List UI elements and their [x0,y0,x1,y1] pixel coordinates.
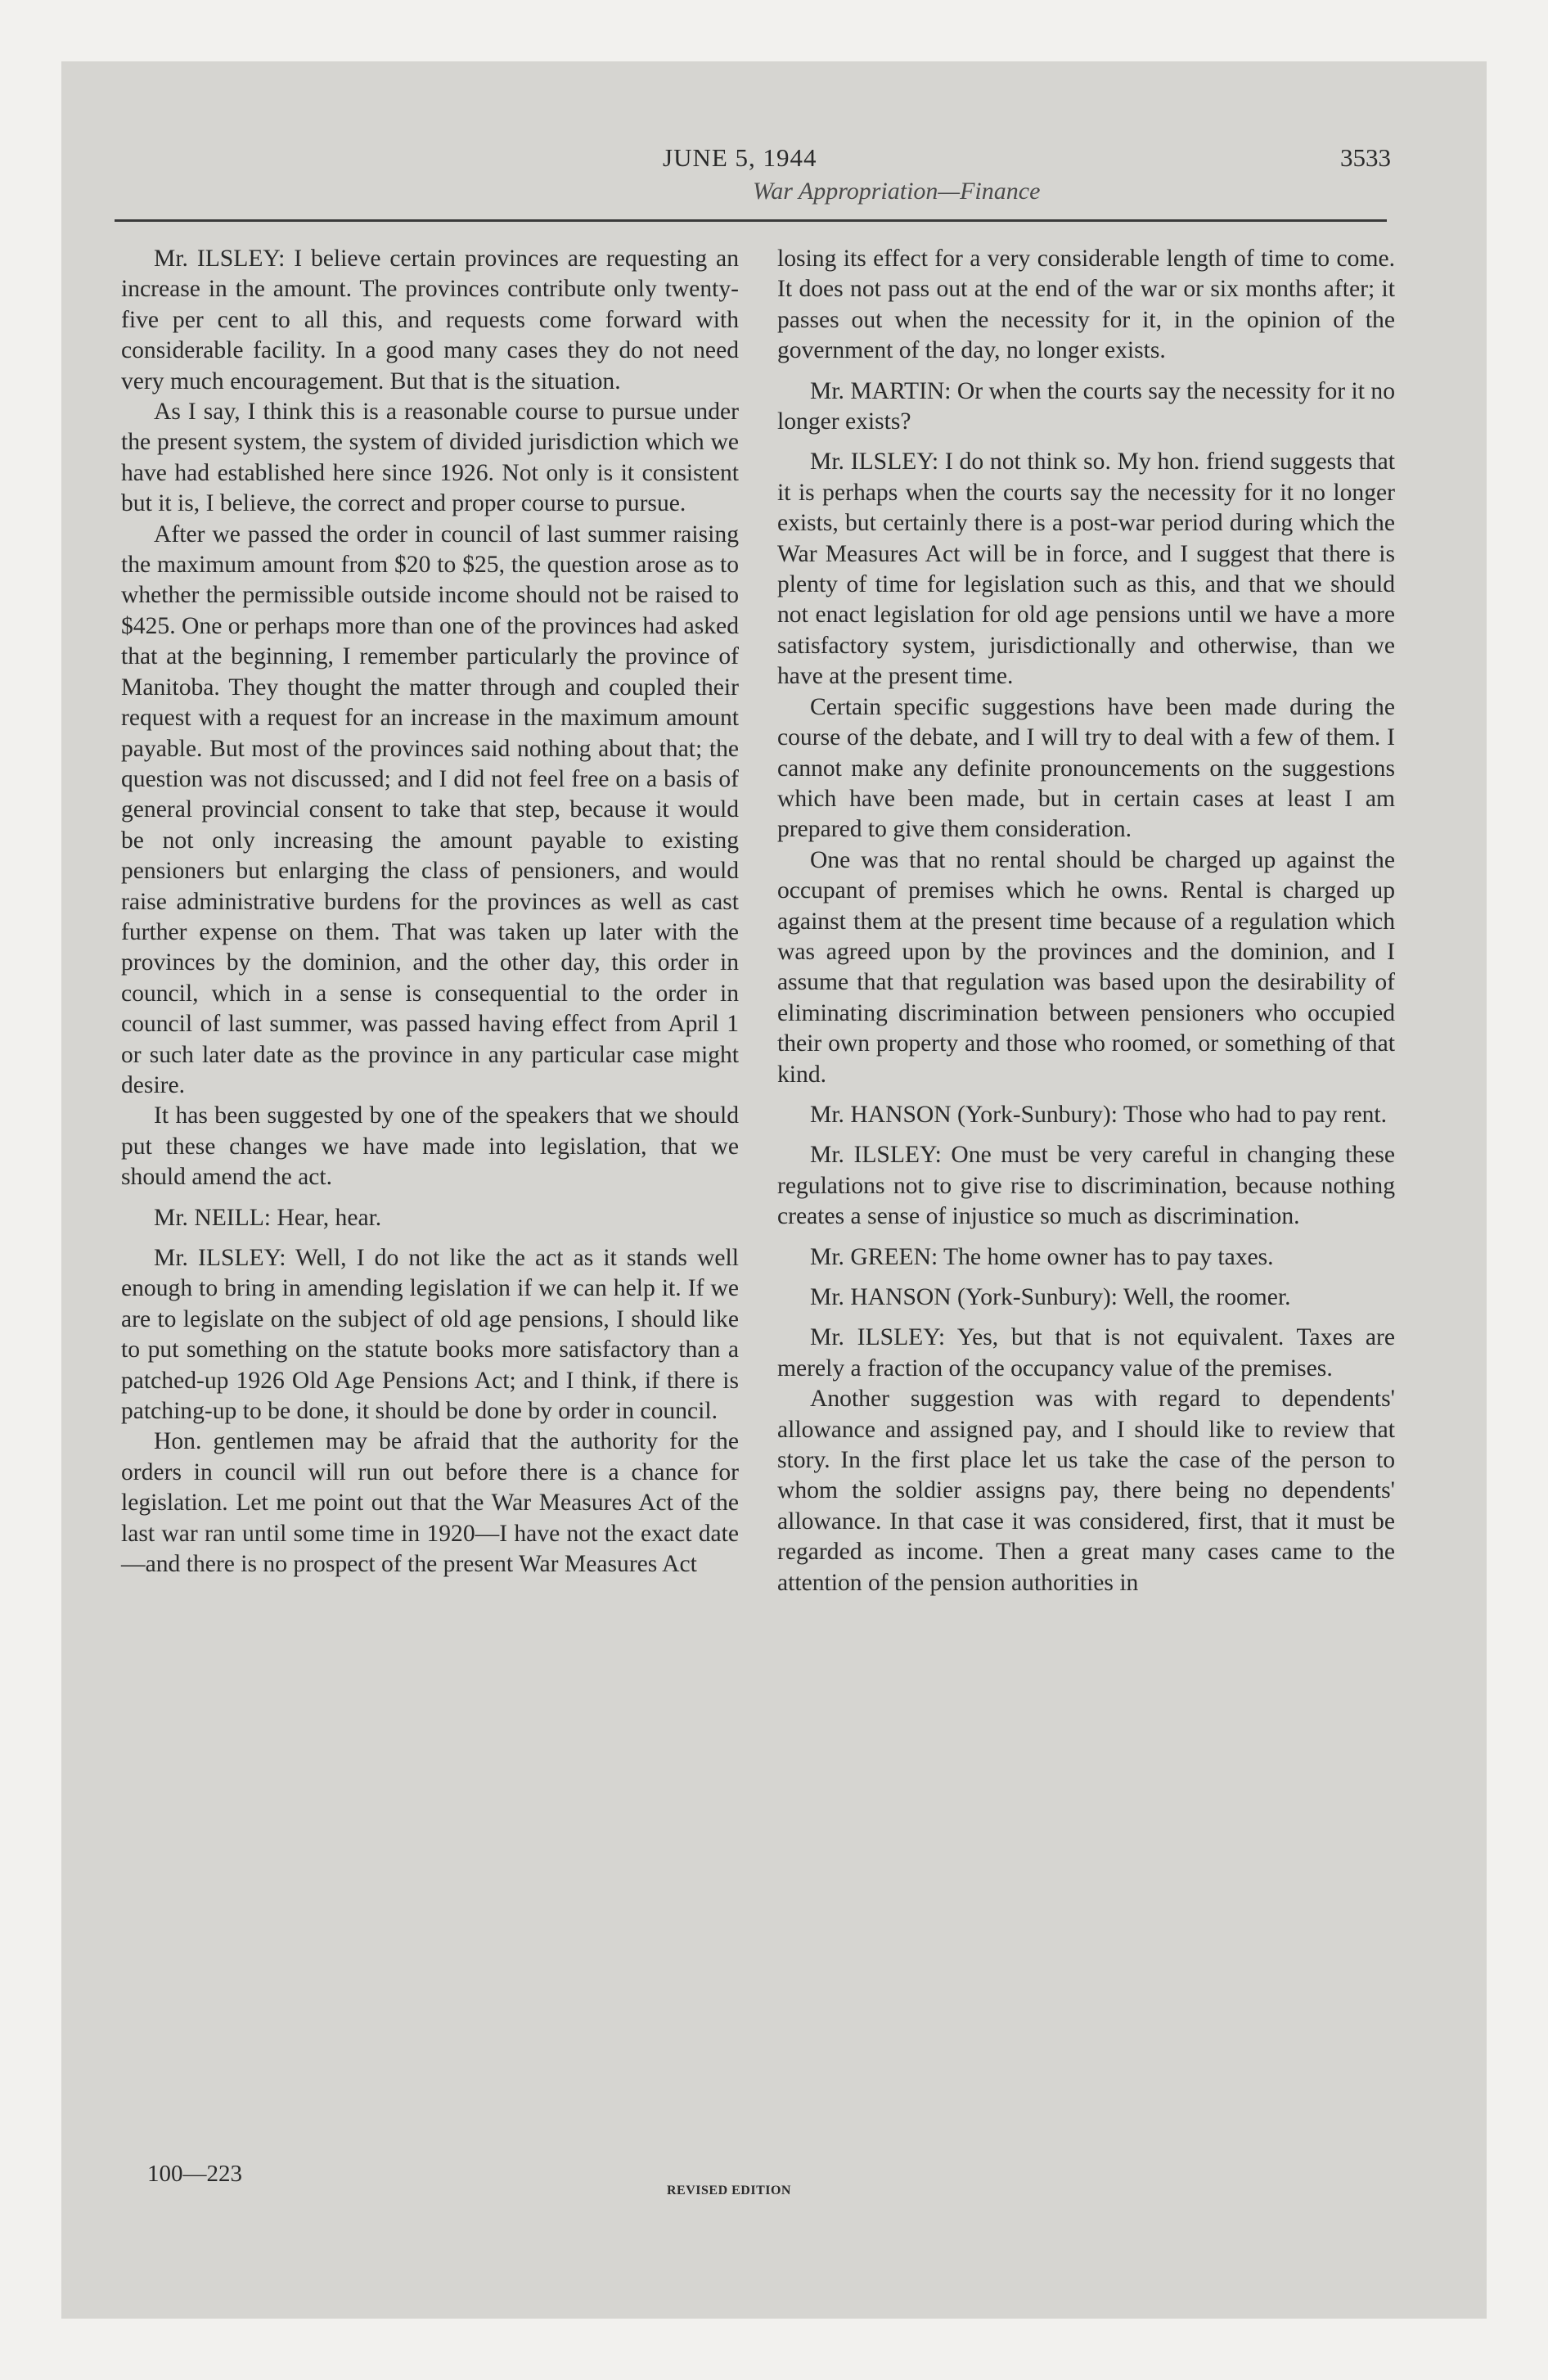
paragraph: Mr. GREEN: The home owner has to pay taxes. [810,1243,1274,1270]
header-title: War Appropriation—Finance [753,178,1041,205]
paragraph: Mr. HANSON (York-Sunbury): Well, the roomer. [810,1284,1291,1310]
paragraph: Mr. NEILL: Hear, hear. [154,1204,382,1231]
paragraph: One was that no rental should be charged up against the occupant of premises which he owns. Rental is charged up against them at the present time because of a regulation which was agreed upon by the provinces and the dominion, and I assume that that regulation was based upon the desirability of eliminating discrimination between pensioners who occupied their own property and those who roomed, or something of that kind. [777,846,1395,1088]
paragraph: It has been suggested by one of the speakers that we should put these changes we have made into legislation, that we should amend the act. [121,1102,739,1191]
paragraph: Certain specific suggestions have been made during the course of the debate, and I will try to deal with a few of them. I cannot make any definite pronouncements on the suggestions which have been made, but in certain cases at least I am prepared to give them consideration. [777,693,1395,843]
paragraph: As I say, I think this is a reasonable course to pursue under the present system, the system of divided jurisdiction which we have had established here since 1926. Not only is it consistent but it is, I believe, the correct and proper course to pursue. [121,399,739,517]
paragraph: Hon. gentlemen may be afraid that the authority for the orders in council will run out before there is a chance for legislation. Let me point out that the War Measures Act of the last war ran until some time in 1920—I have not the exact date—and there is no prospect of the present War Measures Act [121,1428,739,1578]
paragraph: Another suggestion was with regard to dependents' allowance and assigned pay, and I should like to review that story. In the first place let us take the case of the person to whom the soldier assigns pay, there being no dependents' allowance. In that case it was considered, first, that it must be regarded as income. Then a great many cases came to the attention of the pension authorities in [777,1386,1395,1596]
paragraph: losing its effect for a very considerable length of time to come. It does not pass out at the end of the war or six months after; it passes out when the necessity for it, in the opinion of the government of the day, no longer exists. [777,246,1395,364]
right-column [777,244,1395,1598]
left-column [121,244,739,1580]
paragraph: Mr. HANSON (York-Sunbury): Those who had to pay rent. [810,1101,1388,1128]
paragraph: Mr. ILSLEY: I do not think so. My hon. friend suggests that it is perhaps when the courts say the necessity for it no longer exists, but certainly there is a post-war period during which the War Measures Act will be in force, and I suggest that there is plenty of time for legislation such as this, and that we should not enact legislation for old age pensions until we have a more satisfactory system, jurisdictionally and otherwise, than we have at the present time. [777,449,1395,690]
paragraph: Mr. ILSLEY: Well, I do not like the act as it stands well enough to bring in amending legislation if we can help it. If we are to legislate on the subject of old age pensions, I should like to put something on the statute books more satisfactory than a patched-up 1926 Old Age Pensions Act; and I think, if there is patching-up to be done, it should be done by order in council. [121,1245,739,1425]
paragraph: After we passed the order in council of last summer raising the maximum amount from $20 to $25, the question arose as to whether the permissible outside income should not be raised to $425. One or perhaps more than one of the provinces had asked that at the beginning, I remember particularly the province of Manitoba. They thought the matter through and coupled their request with a request for an increase in the maximum amount payable. But most of the provinces said nothing about that; the question was not discussed; and I did not feel free on a basis of general provincial consent to take that step, because it would be not only increasing the amount payable to existing pensioners but enlarging the class of pensioners, and would raise administrative burdens for the provinces as well as cast further expense on them. That was taken up later with the provinces by the dominion, and the other day, this order in council, which in a sense is consequential to the order in council of last summer, was passed having effect from April 1 or such later date as the province in any particular case might desire. [121,521,739,1098]
paragraph: Mr. ILSLEY: I believe certain provinces are requesting an increase in the amount. The provinces contribute only twenty-five per cent to all this, and requests come forward with considerable facility. In a good many cases they do not need very much encouragement. But that is the situation. [121,246,739,394]
paragraph: Mr. MARTIN: Or when the courts say the necessity for it no longer exists? [777,377,1395,435]
header-date: JUNE 5, 1944 [663,143,817,172]
header-rule [115,219,1387,222]
paragraph: Mr. ILSLEY: Yes, but that is not equivalent. Taxes are merely a fraction of the occupancy value of the premises. [777,1324,1395,1382]
header-page-number: 3533 [1340,143,1391,172]
folio-number: 100—223 [147,2161,242,2187]
paragraph: Mr. ILSLEY: One must be very careful in changing these regulations not to give rise to discrimination, because nothing creates a sense of injustice so much as discrimination. [777,1142,1395,1230]
edition-label: REVISED EDITION [667,2184,791,2197]
page-header [115,143,1407,221]
